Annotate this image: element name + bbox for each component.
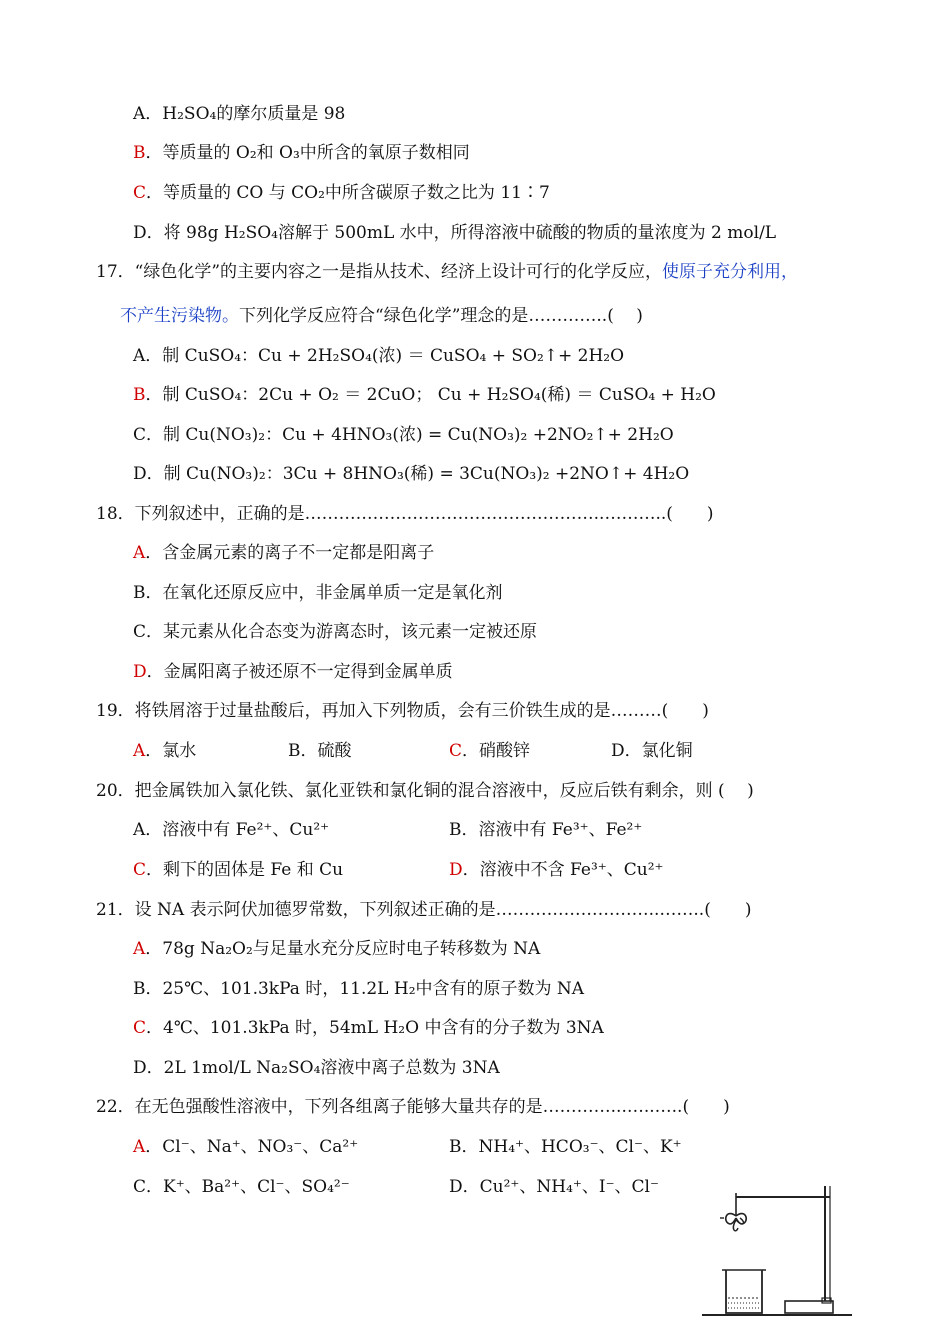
q19-option-c-text: ．硝酸锌 — [462, 741, 531, 761]
q21-option-c-text: ．4℃、101.3kPa 时，54mL H₂O 中含有的分子数为 3NA — [146, 1018, 604, 1038]
q22-stem: 22．在无色强酸性溶液中，下列各组离子能够大量共存的是…………...…..…..( ) — [96, 1097, 730, 1117]
q21-option-c — [133, 1016, 604, 1040]
lab-stand-diagram — [700, 1178, 860, 1317]
q22-option-c: C．K⁺、Ba²⁺、Cl⁻、SO₄²⁻ — [133, 1177, 350, 1197]
q19-option-a-letter: A — [133, 741, 146, 761]
q19-option-b: B．硫酸 — [288, 741, 352, 761]
q20-option-c-letter: C — [133, 860, 147, 880]
q17-stem-line1 — [96, 260, 798, 284]
q17-option-d: D．制 Cu(NO₃)₂：3Cu + 8HNO₃(稀) = 3Cu(NO₃)₂ +2NO↑+ 4H₂O — [133, 464, 690, 484]
q18-option-c: C．某元素从化合态变为游离态时，该元素一定被还原 — [133, 622, 538, 642]
flower-specimen — [720, 1214, 746, 1231]
q21-option-d: D．2L 1mol/L Na₂SO₄溶液中离子总数为 3NA — [133, 1058, 500, 1078]
q16-option-c-letter: C — [133, 183, 147, 203]
q16-option-d: D．将 98g H₂SO₄溶解于 500mL 水中，所得溶液中硫酸的物质的量浓度为 2 mol/L — [133, 223, 777, 243]
q16-option-c-text: ．等质量的 CO 与 CO₂中所含碳原子数之比为 11∶7 — [146, 183, 550, 203]
q20-option-d-text: ．溶液中不含 Fe³⁺、Cu²⁺ — [462, 860, 664, 880]
q17-stem-highlight-2: 不产生污染物。 — [120, 306, 239, 326]
q19-option-c-letter: C — [449, 741, 463, 761]
q22-option-a — [133, 1135, 358, 1159]
q17-stem-text-2: 下列化学反应符合“绿色化学”理念的是…………..( ) — [239, 306, 643, 326]
q18-option-a-letter: A — [133, 543, 146, 563]
q16-option-b-letter: B — [133, 143, 146, 163]
q20-option-b: B．溶液中有 Fe³⁺、Fe²⁺ — [449, 820, 643, 840]
q16-option-b — [133, 141, 470, 165]
q16-option-c — [133, 181, 550, 205]
q19-option-a-text: ．氯水 — [145, 741, 197, 761]
q21-option-a — [133, 937, 540, 961]
q17-option-b-letter: B — [133, 385, 146, 405]
beaker — [722, 1270, 766, 1313]
q21-option-a-text: ．78g Na₂O₂与足量水充分反应时电子转移数为 NA — [145, 939, 541, 959]
q21-option-b: B．25℃、101.3kPa 时，11.2L H₂中含有的原子数为 NA — [133, 979, 585, 999]
q20-option-d — [449, 858, 664, 882]
q19-option-c — [449, 739, 530, 763]
q20-stem: 20．把金属铁加入氯化铁、氯化亚铁和氯化铜的混合溶液中，反应后铁有剩余，则 ( ) — [96, 781, 754, 801]
q19-option-a — [133, 739, 196, 763]
q18-option-d — [133, 660, 453, 684]
q17-option-a: A．制 CuSO₄：Cu + 2H₂SO₄(浓) ＝ CuSO₄ + SO₂↑+ 2H₂O — [133, 346, 625, 366]
q18-option-b: B．在氧化还原反应中，非金属单质一定是氧化剂 — [133, 583, 503, 603]
q17-option-b-text: ．制 CuSO₄：2Cu + O₂ ＝ 2CuO； Cu + H₂SO₄(稀) ＝ CuSO₄ + H₂O — [145, 385, 716, 405]
q22-option-b: B．NH₄⁺、HCO₃⁻、Cl⁻、K⁺ — [449, 1137, 682, 1157]
q19-stem: 19．将铁屑溶于过量盐酸后，再加入下列物质，会有三价铁生成的是………( ) — [96, 701, 709, 721]
q18-stem: 18．下列叙述中，正确的是……………………………………………..………..( ) — [96, 504, 714, 524]
q20-option-d-letter: D — [449, 860, 463, 880]
q19-option-d: D．氯化铜 — [611, 741, 693, 761]
q22-option-a-text: ．Cl⁻、Na⁺、NO₃⁻、Ca²⁺ — [145, 1137, 359, 1157]
q17-stem-text: 17．“绿色化学”的主要内容之一是指从技术、经济上设计可行的化学反应， — [96, 262, 663, 282]
q20-option-c — [133, 858, 343, 882]
q18-option-d-text: ．金属阳离子被还原不一定得到金属单质 — [146, 662, 453, 682]
q20-option-c-text: ．剩下的固体是 Fe 和 Cu — [146, 860, 344, 880]
q17-option-c: C．制 Cu(NO₃)₂：Cu + 4HNO₃(浓) = Cu(NO₃)₂ +2NO₂↑+ 2H₂O — [133, 425, 674, 445]
q18-option-a — [133, 541, 434, 565]
q21-stem: 21．设 NA 表示阿伏加德罗常数，下列叙述正确的是………………………..……..( ) — [96, 900, 752, 920]
q21-option-a-letter: A — [133, 939, 146, 959]
q22-option-d: D．Cu²⁺、NH₄⁺、I⁻、Cl⁻ — [449, 1177, 659, 1197]
q16-option-a: A．H₂SO₄的摩尔质量是 98 — [133, 104, 346, 124]
q17-option-b — [133, 383, 716, 407]
q18-option-a-text: ．含金属元素的离子不一定都是阳离子 — [145, 543, 435, 563]
q16-option-b-text: ．等质量的 O₂和 O₃中所含的氧原子数相同 — [145, 143, 470, 163]
q17-stem-highlight: 使原子充分利用， — [662, 262, 799, 282]
q17-stem-line2 — [120, 304, 643, 328]
q22-option-a-letter: A — [133, 1137, 146, 1157]
q18-option-d-letter: D — [133, 662, 147, 682]
q21-option-c-letter: C — [133, 1018, 147, 1038]
q20-option-a: A．溶液中有 Fe²⁺、Cu²⁺ — [133, 820, 330, 840]
